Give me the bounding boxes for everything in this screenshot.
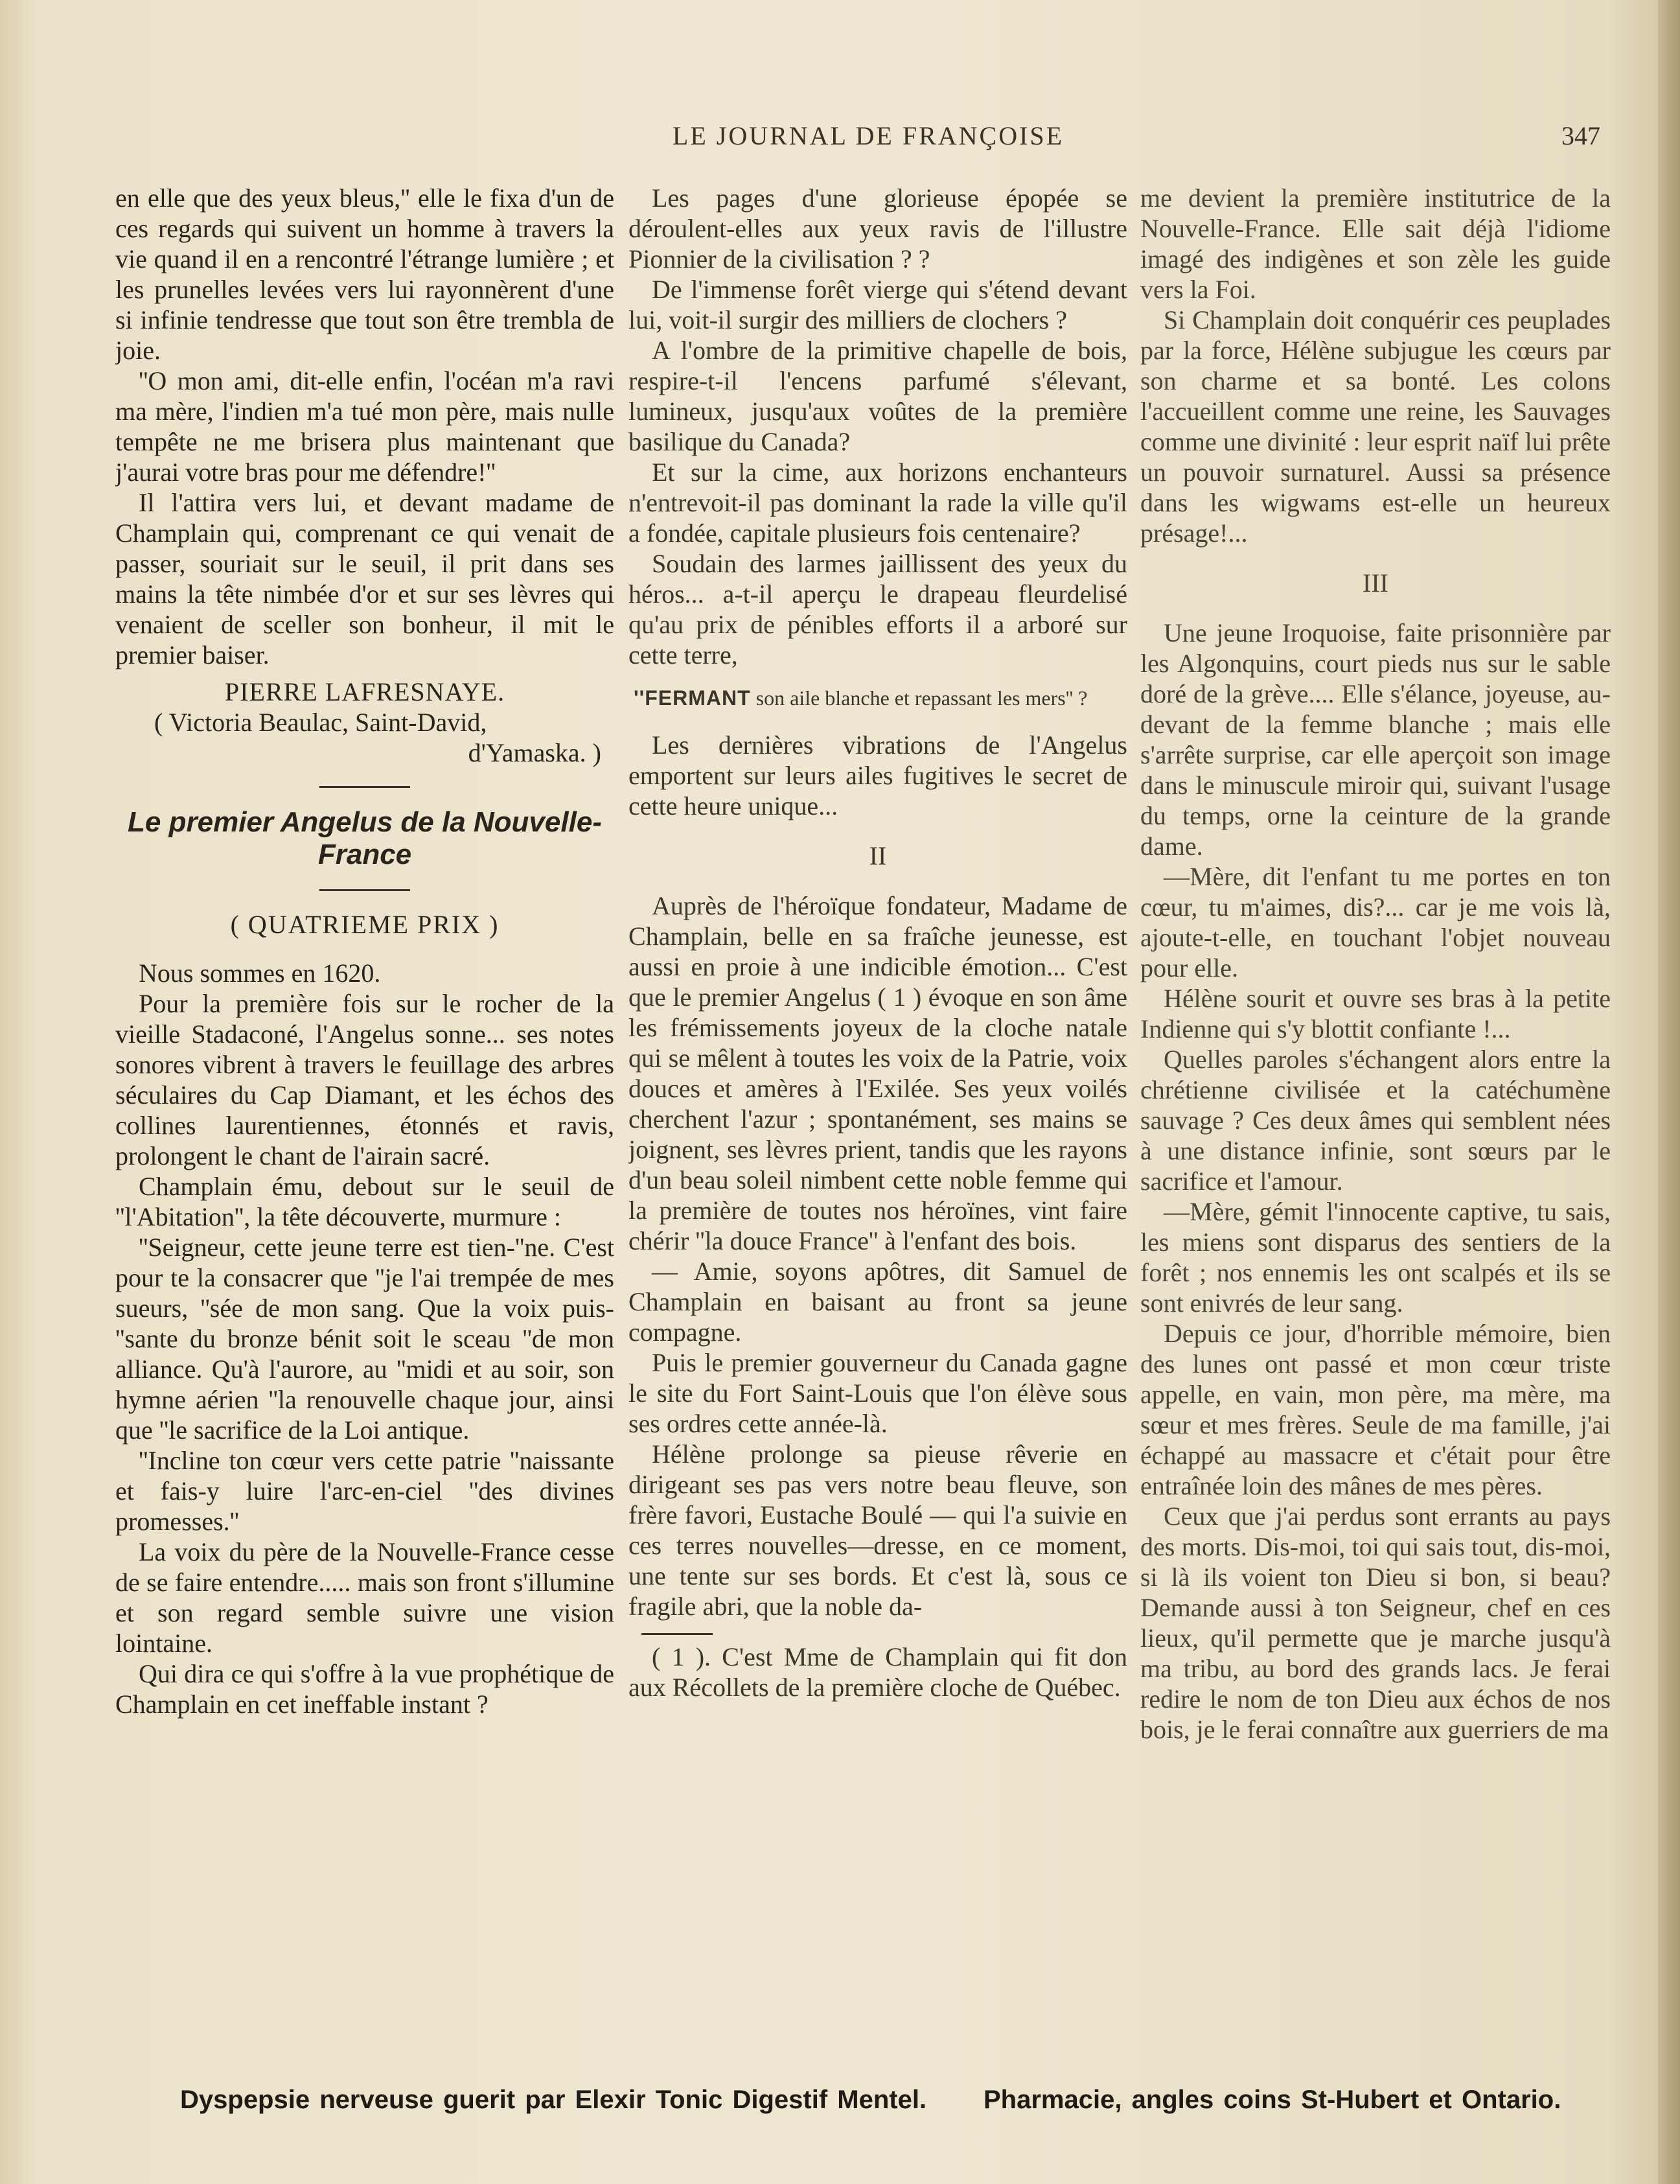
prize-label: ( QUATRIEME PRIX ) bbox=[230, 910, 500, 939]
paragraph: Une jeune Iroquoise, faite prisonnière par les Algonquins, court pieds nus sur le sable doré de la grève.... Elle s'élance, joyeuse, au-devant de la femme blanche ; mais elle s'arrête surprise, car elle aperçoit son image dans le minuscule miroir qui, suivant l'usage du temps, orne la ceinture de la grande dame. bbox=[1140, 618, 1611, 861]
paragraph: ''Seigneur, cette jeune terre est tien-''ne. C'est pour te la consacrer que ''je l'ai trempée de mes sueurs, ''sée de mon sang. Que la voix puis-''sante du bronze bénit soit le sceau ''de mon alliance. Qu'à l'aurore, au ''midi et au soir, son hymne aérien ''la renouvelle chaque jour, ainsi que ''le sacrifice de la Loi antique. bbox=[115, 1233, 614, 1445]
paragraph: me devient la première institutrice de la Nouvelle-France. Elle sait déjà l'idiome imagé des indigènes et son zèle les guide vers la Foi. bbox=[1140, 183, 1611, 304]
paragraph: Les dernières vibrations de l'Angelus emportent sur leurs ailes fugitives le secret de cette heure unique... bbox=[628, 730, 1127, 820]
author-affiliation: ( Victoria Beaulac, Saint-David, bbox=[154, 708, 487, 737]
paragraph: en elle que des yeux bleus,'' elle le fixa d'un de ces regards qui suivent un homme à travers la vie quand il en a rencontré l'étrange lumière ; et les prunelles levées vers lui rayonnèrent d'une si infinie tendresse que tout son être trembla de joie. bbox=[115, 183, 614, 365]
column-3 bbox=[1140, 183, 1611, 2062]
paragraph: —Mère, dit l'enfant tu me portes en ton cœur, tu m'aimes, dis?... car je me vois là, ajoute-t-elle, en touchant l'objet nouveau pour elle. bbox=[1140, 862, 1611, 982]
paragraph: A l'ombre de la primitive chapelle de bois, respire-t-il l'encens parfumé s'élevant, lumineux, jusqu'aux voûtes de la première basilique du Canada? bbox=[628, 336, 1127, 456]
section-divider bbox=[319, 786, 410, 788]
paragraph: —Mère, gémit l'innocente captive, tu sais, les miens sont disparus des sentiers de la forêt ; nos ennemis les ont scalpés et ils se sont enivrés de leur sang. bbox=[1140, 1197, 1611, 1318]
footer-ad-left: Dyspepsie nerveuse guerit par Elexir Tonic Digestif Mentel. bbox=[180, 2085, 927, 2114]
section-number: II bbox=[869, 841, 887, 870]
paragraph: Ceux que j'ai perdus sont errants au pays des morts. Dis-moi, toi qui sais tout, dis-moi, si là ils voient ton Dieu si bon, si beau? Demande aussi à ton Seigneur, chef en ces lieux, qu'il permette que je marche jusqu'à ma tribu, au bord des grands lacs. Je ferai redire le nom de ton Dieu aux échos de nos bois, je le ferai connaître aux guerriers de ma bbox=[1140, 1502, 1611, 1744]
caption-bold-text: ''FERMANT bbox=[634, 686, 751, 710]
paragraph: Depuis ce jour, d'horrible mémoire, bien des lunes ont passé et mon cœur triste appelle, en vain, mon père, ma mère, ma sœur et mes frères. Seule de ma famille, j'ai échappé au massacre et c'était pour être entraînée loin des mânes de mes pères. bbox=[1140, 1319, 1611, 1500]
footnote-divider bbox=[641, 1633, 713, 1635]
page-number: 347 bbox=[1561, 121, 1600, 150]
paragraph: Et sur la cime, aux horizons enchanteurs n'entrevoit-il pas dominant la rade la ville qu'il a fondée, capitale plusieurs fois centenaire? bbox=[628, 458, 1127, 548]
paragraph: Qui dira ce qui s'offre à la vue prophétique de Champlain en cet ineffable instant ? bbox=[115, 1659, 614, 1719]
paragraph: Nous sommes en 1620. bbox=[139, 958, 381, 988]
author-signature: PIERRE LAFRESNAYE. bbox=[224, 677, 505, 706]
paragraph: Hélène sourit et ouvre ses bras à la petite Indienne qui s'y blottit confiante !... bbox=[1140, 984, 1611, 1043]
section-number: III bbox=[1363, 568, 1388, 598]
paragraph: Soudain des larmes jaillissent des yeux du héros... a-t-il aperçu le drapeau fleurdelisé qu'au prix de pénibles efforts il a arboré sur cette terre, bbox=[628, 549, 1127, 669]
page-header bbox=[0, 121, 1680, 159]
column-2 bbox=[628, 183, 1127, 2062]
caption-text: son aile blanche et repassant les mers'' ? bbox=[755, 686, 1088, 710]
paragraph: Si Champlain doit conquérir ces peuplades par la force, Hélène subjugue les cœurs par son charme et sa bonté. Les colons l'accueillent comme une reine, les Sauvages comme une divinité : leur esprit naïf lui prête un pouvoir surnaturel. Aussi sa présence dans les wigwams est-elle un heureux présage!... bbox=[1140, 305, 1611, 548]
title-divider bbox=[319, 889, 410, 891]
paragraph: ''O mon ami, dit-elle enfin, l'océan m'a ravi ma mère, l'indien m'a tué mon père, mais nulle tempête ne me brisera plus maintenant que j'aurai votre bras pour me défendre!'' bbox=[115, 366, 614, 487]
running-title: LE JOURNAL DE FRANÇOISE bbox=[672, 121, 1064, 150]
paragraph: La voix du père de la Nouvelle-France cesse de se faire entendre..... mais son front s'illumine et son regard semble suivre une vision lointaine. bbox=[115, 1537, 614, 1658]
paragraph: Les pages d'une glorieuse épopée se déroulent-elles aux yeux ravis de l'illustre Pionnier de la civilisation ? ? bbox=[628, 183, 1127, 273]
quotation-caption bbox=[628, 686, 1127, 710]
paragraph: Auprès de l'héroïque fondateur, Madame de Champlain, belle en sa fraîche jeunesse, est aussi en proie à une indicible émotion... C'est que le premier Angelus ( 1 ) évoque en son âme les frémissements joyeux de la cloche natale qui se mêlent à toutes les voix de la Patrie, voix douces et amères à l'Exilée. Ses yeux voilés cherchent l'azur ; spontanément, ses mains se joignent, ses lèvres prient, tandis que les rayons d'un beau soleil nimbent cette noble femme qui la première de toutes nos héroïnes, vint faire chérir ''la douce France'' à l'enfant des bois. bbox=[628, 891, 1127, 1255]
paragraph: De l'immense forêt vierge qui s'étend devant lui, voit-il surgir des milliers de clochers ? bbox=[628, 275, 1127, 334]
footnote: ( 1 ). C'est Mme de Champlain qui fit don aux Récollets de la première cloche de Québec. bbox=[628, 1642, 1127, 1702]
paragraph: Puis le premier gouverneur du Canada gagne le site du Fort Saint-Louis que l'on élève sous ses ordres cette année-là. bbox=[628, 1348, 1127, 1438]
paragraph: ''Incline ton cœur vers cette patrie ''naissante et fais-y luire l'arc-en-ciel ''des divines promesses.'' bbox=[115, 1446, 614, 1536]
article-title: Le premier Angelus de la Nouvelle-France bbox=[128, 806, 602, 870]
paragraph: Pour la première fois sur le rocher de la vieille Stadaconé, l'Angelus sonne... ses notes sonores vibrent à travers le feuillage des arbres séculaires du Cap Diamant, et les échos des collines laurentiennes, étonnés et ravis, prolongent le chant de l'airain sacré. bbox=[115, 989, 614, 1170]
paragraph: — Amie, soyons apôtres, dit Samuel de Champlain en baisant au front sa jeune compagne. bbox=[628, 1257, 1127, 1347]
advertisement-footer bbox=[180, 2085, 1605, 2115]
footer-ad-right: Pharmacie, angles coins St-Hubert et Ontario. bbox=[984, 2085, 1561, 2114]
paragraph: Hélène prolonge sa pieuse rêverie en dirigeant ses pas vers notre beau fleuve, son frère favori, Eustache Boulé — qui l'a suivie en ces terres nouvelles—dresse, en ce moment, une tente sur ses bords. Et c'est là, sous ce fragile abri, que la noble da- bbox=[628, 1439, 1127, 1621]
paragraph: Quelles paroles s'échangent alors entre la chrétienne civilisée et la catéchumène sauvage ? Ces deux âmes qui semblent nées à une distance infinie, sont sœurs par le sacrifice et l'amour. bbox=[1140, 1045, 1611, 1196]
paragraph: Champlain ému, debout sur le seuil de ''l'Abitation'', la tête découverte, murmure : bbox=[115, 1172, 614, 1231]
author-affiliation: d'Yamaska. ) bbox=[468, 738, 601, 767]
page-spine-edge bbox=[1658, 0, 1680, 2184]
paragraph: Il l'attira vers lui, et devant madame de Champlain qui, comprenant ce qui venait de passer, souriait sur le seuil, il prit dans ses mains la tête nimbée d'or et sur ses lèvres qui venaient de sceller son bonheur, il mit le premier baiser. bbox=[115, 488, 614, 669]
column-1 bbox=[115, 183, 614, 2062]
